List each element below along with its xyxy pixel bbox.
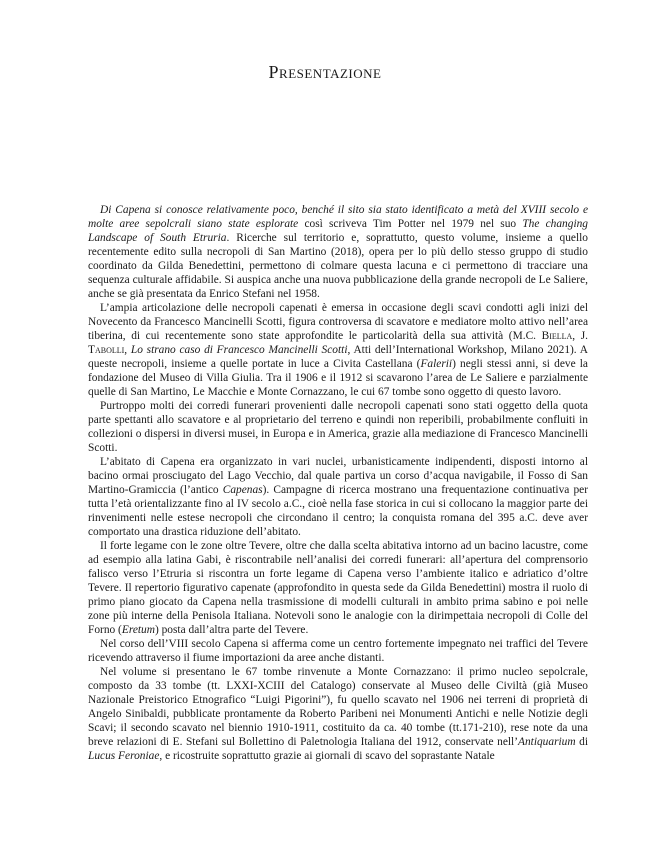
text-run: Nel volume si presentano le 67 tombe rinvenute a Monte Cornazzano: il primo nucleo sepolcrale, composto da 33 tombe (tt. LXXI-XCIII del Catalogo) conservate al Museo delle Civiltà (già Museo Nazionale Preistorico Etnografico “Luigi Pigorini”), fu quello scavato nel 1906 nei terreni di proprietà di Angelo Sinibaldi, pubblicate prontamente da Roberto Paribeni nei Monumenti Antichi e nelle Notizie degli Scavi; il secondo scavato nel biennio 1910-1911, costituito da ca. 40 tombe (tt.171-210), rese note da una breve relazioni di E. Stefani sul Bollettino di Paletnologia Italiana del 1912, conservate nell’ [88,666,588,748]
place-italic: Capenas [222,484,263,496]
text-run: ). Campagne di ricerca mostrano una frequentazione continuativa per tutta l’età orientalizzante fino al IV secolo a.C., cioè nella fase storica in cui si collocano la maggior parte dei rinvenimenti nelle estese necropoli che circondano il centro; la conquista romana del 395 a.C. deve aver comportato una drastica riduzione dell’abitato. [88,484,588,538]
paragraph-6 [88,637,588,665]
place-italic: Lucus Feroniae [88,750,160,762]
body-text [88,203,588,763]
author-smallcaps: Biella [541,330,573,342]
text-run: , e ricostruite soprattutto grazie ai giornali di scavo del soprastante Natale [159,750,495,762]
text-run: così scriveva Tim Potter nel 1979 nel suo [298,218,523,230]
paragraph-4 [88,455,588,539]
place-italic: Falerii [420,358,453,370]
text-run: L’ampia articolazione delle necropoli capenati è emersa in occasione degli scavi condotti agli inizi del Novecento da Francesco Mancinelli Scotti, figura controversa di scavatore e mediatore molto attivo nell’area tiberina, di cui recentemente sono state approfondite le particolarità della sua attività (M.C. [88,302,588,342]
text-run: , [124,344,131,356]
place-italic: Eretum [121,624,155,636]
paragraph-7 [88,665,588,763]
paragraph-1 [88,203,588,301]
text-run: ) posta dall’altra parte del Tevere. [154,624,309,636]
text-run: Nel corso dell’VIII secolo Capena si afferma come un centro fortemente impegnato nei traffici del Tevere ricevendo attraverso il fiume importazioni da aree anche distanti. [88,638,588,664]
text-run: di [575,736,588,748]
text-run: L’abitato di Capena era organizzato in vari nuclei, urbanisticamente indipendenti, disposti intorno al bacino ormai prosciugato del Lago Vecchio, dal quale partiva un corso d’acqua navigabile, il Fosso di San Martino-Gramiccia (l’antico [88,456,588,496]
book-title-italic: The changing Landscape of South Etruria [88,218,589,244]
text-run: . Ricerche sul territorio e, soprattutto, questo volume, insieme a quello recentemente edito sulla necropoli di San Martino (2018), opera per lo più dello stesso gruppo di studio coordinato da Gilda Benedettini, permettono di colmare questa lacuna e ci permettono di tracciare una sequenza culturale affidabile. Si auspica anche una nuova pubblicazione della grande necropoli de Le Saliere, anche se già presentata da Enrico Stefani nel 1958. [88,232,588,300]
paragraph-5 [88,539,588,637]
paragraph-2 [88,301,588,399]
paragraph-3 [88,399,588,455]
author-smallcaps: Tabolli [88,344,125,356]
text-run: Purtroppo molti dei corredi funerari provenienti dalle necropoli capenati sono stati oggetto della quota parte spettanti allo scavatore e al proprietario del terreno e quindi non reperibili, probabilmente confluiti in collezioni o dispersi in diversi musei, in Europa e in America, grazie alla mediazione di Francesco Mancinelli Scotti. [88,400,588,454]
text-run: , Atti dell’International Workshop, Milano 2021). A queste necropoli, insieme a quelle portate in luce a Civita Castellana ( [88,344,588,370]
work-title-italic: Lo strano caso di Francesco Mancinelli Scotti [130,344,348,356]
text-run: Il forte legame con le zone oltre Tevere, oltre che dalla scelta abitativa intorno ad un bacino lacustre, come ad esempio alla latina Gabi, è riscontrabile nell’analisi dei corredi funerari: all’apertura del comprensorio falisco verso l’Etruria si riscontra un forte legame di Capena verso l’ambiente italico e adriatico d’oltre Tevere. Il repertorio figurativo capenate (approfondito in questa sede da Gilda Benedettini) mostra il ruolo di primo piano giocato da Capena nella trasmissione di modelli culturali in ambito prima sabino e poi nelle zone più interne della Penisola Italiana. Notevoli sono le analogie con la dirimpettaia necropoli di Colle del Forno ( [88,540,588,636]
place-italic: Antiquarium [518,736,576,748]
text-run: , J. [572,330,588,342]
quote-italic: Di Capena si conosce relativamente poco, benché il sito sia stato identificato a metà del XVIII secolo e molte aree sepolcrali siano state esplorate [88,204,588,230]
text-run: ) negli stessi anni, si deve la fondazione del Museo di Villa Giulia. Tra il 1906 e il 1912 si scavarono l’area de Le Saliere e parzialmente quelle di San Martino, Le Macchie e Monte Cornazzano, le cui 67 tombe sono oggetto di questo lavoro. [88,358,588,398]
page-title: Presentazione [268,62,382,82]
